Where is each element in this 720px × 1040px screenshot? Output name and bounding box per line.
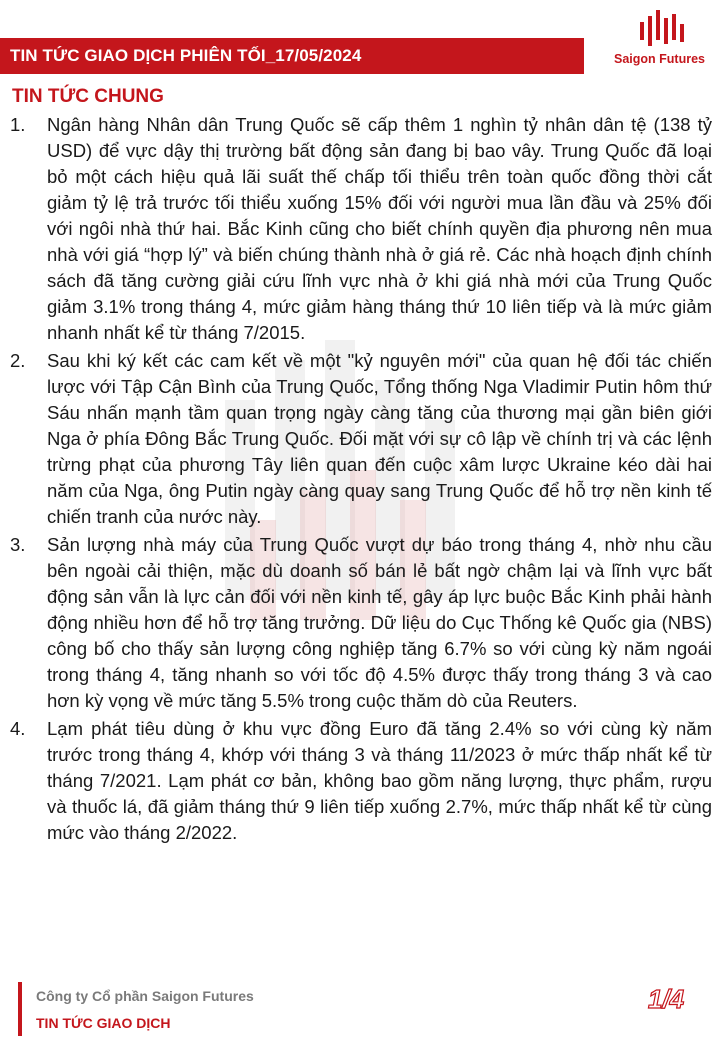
page-title: TIN TỨC GIAO DỊCH PHIÊN TỐI_17/05/2024 — [10, 46, 362, 65]
news-item — [0, 348, 720, 530]
news-item — [0, 716, 720, 846]
news-number: 1. — [10, 114, 26, 135]
news-number: 2. — [10, 350, 26, 371]
header-bar — [0, 38, 584, 74]
news-number: 3. — [10, 534, 26, 555]
news-text: Sau khi ký kết các cam kết về một "kỷ nguyên mới" của quan hệ đối tác chiến lược với Tập Cận Bình của Trung Quốc, Tổng thống Nga Vladimir Putin hôm thứ Sáu nhấn mạnh tầm quan trọng ngày càng tăng của thương mại gần biên giới Nga ở phía Đông Bắc Trung Quốc. Đối mặt với sự cô lập về chính trị và các lệnh trừng phạt của phương Tây liên quan đến cuộc xâm lược Ukraine kéo dài hai năm của Nga, ông Putin ngày càng quay sang Trung Quốc để hỗ trợ nền kinh tế chiến tranh của nước này. — [47, 350, 712, 527]
footer-accent-rule — [18, 982, 22, 1036]
section-title: TIN TỨC CHUNG — [12, 86, 164, 107]
footer-company: Công ty Cổ phần Saigon Futures — [36, 988, 254, 1004]
news-text: Sản lượng nhà máy của Trung Quốc vượt dự báo trong tháng 4, nhờ nhu cầu bên ngoài cải thiện, mặc dù doanh số bán lẻ bất ngờ chậm lại và lĩnh vực bất động sản vẫn là lực cản đối với nền kinh tế, gây áp lực buộc Bắc Kinh phải hành động nhiều hơn để hỗ trợ tăng trưởng. Dữ liệu do Cục Thống kê Quốc gia (NBS) công bố cho thấy sản lượng công nghiệp tăng 6.7% so với cùng kỳ năm ngoái trong tháng 4, tăng nhanh so với tốc độ 4.5% được thấy trong tháng 3 và cao hơn kỳ vọng về mức tăng 5.5% trong cuộc thăm dò của Reuters. — [47, 534, 712, 711]
news-list — [0, 112, 720, 848]
brand-name: Saigon Futures — [614, 52, 705, 66]
page-number: 1/4 — [648, 984, 685, 1014]
news-item — [0, 532, 720, 714]
news-item — [0, 112, 720, 346]
saigon-futures-logo — [596, 8, 720, 70]
news-text: Lạm phát tiêu dùng ở khu vực đồng Euro đã tăng 2.4% so với cùng kỳ năm trước trong tháng 4, khớp với tháng 3 và tháng 11/2023 ở mức thấp nhất kể từ tháng 7/2021. Lạm phát cơ bản, không bao gồm năng lượng, thực phẩm, rượu và thuốc lá, đã giảm tháng thứ 9 liên tiếp xuống 2.7%, mức thấp nhất kể từ cùng mức vào tháng 2/2022. — [47, 718, 712, 843]
news-text: Ngân hàng Nhân dân Trung Quốc sẽ cấp thêm 1 nghìn tỷ nhân dân tệ (138 tỷ USD) để vực dậy thị trường bất động sản đang bị bao vây. Trung Quốc đã loại bỏ một cách hiệu quả lãi suất thế chấp tối thiểu trên toàn quốc đồng thời cắt giảm tỷ lệ trả trước tối thiểu xuống 15% đối với người mua lần đầu và 25% đối với ngôi nhà thứ hai. Bắc Kinh cũng cho biết chính quyền địa phương nên mua nhà với giá “hợp lý” và biến chúng thành nhà ở giá rẻ. Các nhà hoạch định chính sách đã tăng cường giải cứu lĩnh vực nhà ở khi giá nhà mới của Trung Quốc giảm 3.1% trong tháng 4, mức giảm hàng tháng thứ 10 liên tiếp và là mức giảm nhanh nhất kể từ tháng 7/2015. — [47, 114, 712, 343]
news-number: 4. — [10, 718, 26, 739]
footer-section-label: TIN TỨC GIAO DỊCH — [36, 1015, 171, 1031]
bars-logo-icon — [636, 8, 696, 46]
